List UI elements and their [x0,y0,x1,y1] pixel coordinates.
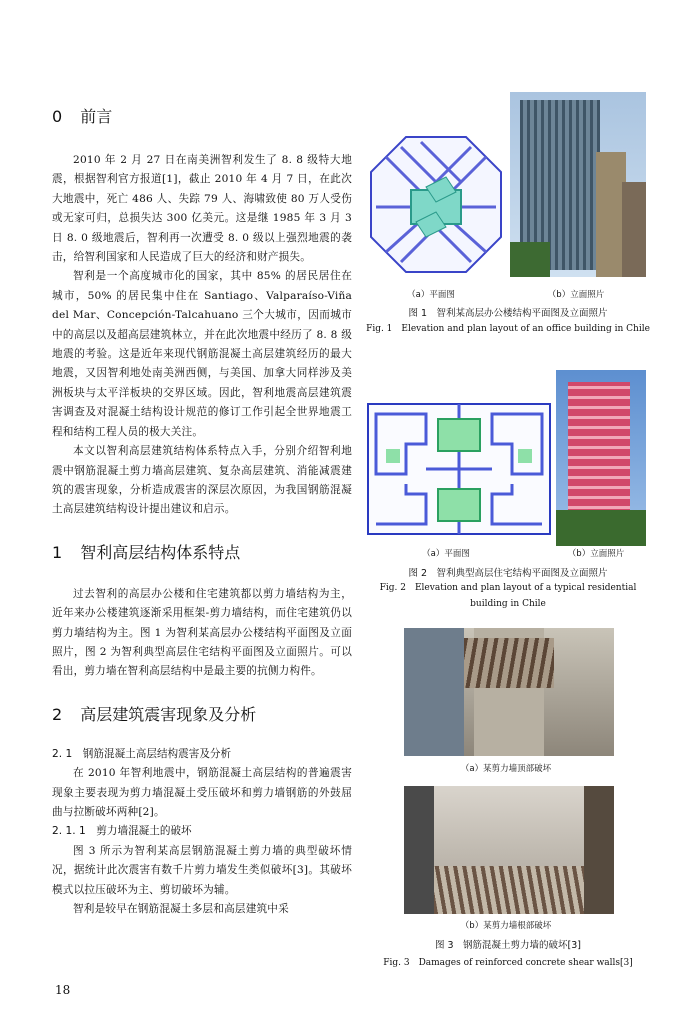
section-title: 前言 [80,107,113,126]
fig2-plan-drawing [366,394,552,544]
paragraph: 图 3 所示为智利某高层钢筋混凝土剪力墙的典型破坏情况，据统计此次震害有数千片剪力墙发生类似破坏[3]。其破坏模式以拉压破坏为主、剪切破坏为辅。 [52,844,352,896]
paragraph: 智利是较早在钢筋混凝土多层和高层建筑中采 [73,903,289,915]
fig2-elevation-photo [556,370,646,546]
fig3-caption-en: Fig. 3 Damages of reinforced concrete shear walls[3] [383,958,633,968]
section-title: 智利高层结构体系特点 [80,542,241,562]
fig2-subcaption-b: （b）立面照片 [567,549,625,559]
fig1-elevation-photo [510,92,646,277]
paragraph: 在 2010 年智利地震中，钢筋混凝土高层结构的普遍震害现象主要表现为剪力墙混凝土受压破坏和剪力墙钢筋的外鼓屈曲与拉断破坏两种[2]。 [52,767,352,818]
paragraph: 过去智利的高层办公楼和住宅建筑都以剪力墙结构为主，近年来办公楼建筑逐渐采用框架-剪力墙结构，而住宅建筑仍以剪力墙结构为主。图 1 为智利某高层办公楼结构平面图及立面照片，图 2 为智利典型高层住宅结构平面图及立面照片。可以看出，剪力墙在智利高层结构中是最主要的抗侧力构件。 [52,587,352,678]
fig1-subcaption-a: （a）平面图 [407,290,455,300]
section-number: 2 [52,704,63,724]
page-number: 18 [55,983,71,997]
paragraph: 本文以智利高层建筑结构体系特点入手，分别介绍智利地震中钢筋混凝土剪力墙高层建筑、复杂高层建筑、消能减震建筑的震害现象，分析造成震害的深层次原因，为我国钢筋混凝土高层建筑结构设计提出建议和启示。 [52,445,352,516]
section-2-heading [52,702,352,725]
fig3-subcaption-b: （b）某剪力墙根部破坏 [460,921,552,931]
fig3a-photo [404,628,614,756]
fig3b-photo [404,786,614,914]
paragraph: 2010 年 2 月 27 日在南美洲智利发生了 8. 8 级特大地震，根据智利官方报道[1]，截止 2010 年 4 月 7 日，在此次大地震中，死亡 486 人、失踪 79 人、海啸致使 80 万人受伤或无家可归，总损失达 300 亿美元。这是继 1985 年 3 月 3 日 8. 0 级地震后，智利再一次遭受 8. 0 级以上强烈地震的袭击，给智利国家和人民造成了巨大的经济和财产损失。 [52,154,352,264]
section-0-heading [52,104,352,127]
section-number: 0 [52,107,63,126]
fig1-caption-en: Fig. 1 Elevation and plan layout of an office building in Chile [366,324,650,334]
fig1-caption-cn: 图 1 智利某高层办公楼结构平面图及立面照片 [408,308,608,319]
fig1-subcaption-b: （b）立面照片 [547,290,605,300]
fig1-plan-drawing [366,132,506,277]
section-number: 1 [52,542,63,562]
right-column [366,92,650,992]
subsection-heading: 2. 1 钢筋混凝土高层结构震害及分析 [52,747,232,760]
left-column [52,104,352,919]
fig2-caption-cn: 图 2 智利典型高层住宅结构平面图及立面照片 [408,568,608,579]
paragraph: 智利是一个高度城市化的国家，其中 85% 的居民居住在城市，50% 的居民集中住在 Santiago、Valparaíso-Viña del Mar、Concepción-Talcahuano 三个大城市，因而城市中的高层以及超高层建筑林立，并在此次地震中经历了 8. 8 级地震的考验。这是近年来现代钢筋混凝土高层建筑经历的最大地震，又因智利地处南美洲西侧，与美国、加拿大同样涉及美洲板块与太平洋板块的交界区域。因此，智利地震高层建筑震害调查及对混凝土结构设计规范的修订工作引起全世界地震工程和结构工程人员的极大关注。 [52,270,352,438]
section-1-heading [52,540,352,563]
fig3-subcaption-a: （a）某剪力墙顶部破坏 [460,764,552,774]
fig2-caption-en: Fig. 2 Elevation and plan layout of a typical residential building in Chile [379,583,637,609]
fig3-caption-cn: 图 3 钢筋混凝土剪力墙的破坏[3] [434,940,582,951]
subsection-heading: 2. 1. 1 剪力墙混凝土的破坏 [52,825,192,838]
fig2-subcaption-a: （a）平面图 [422,549,470,559]
section-title: 高层建筑震害现象及分析 [80,704,257,724]
